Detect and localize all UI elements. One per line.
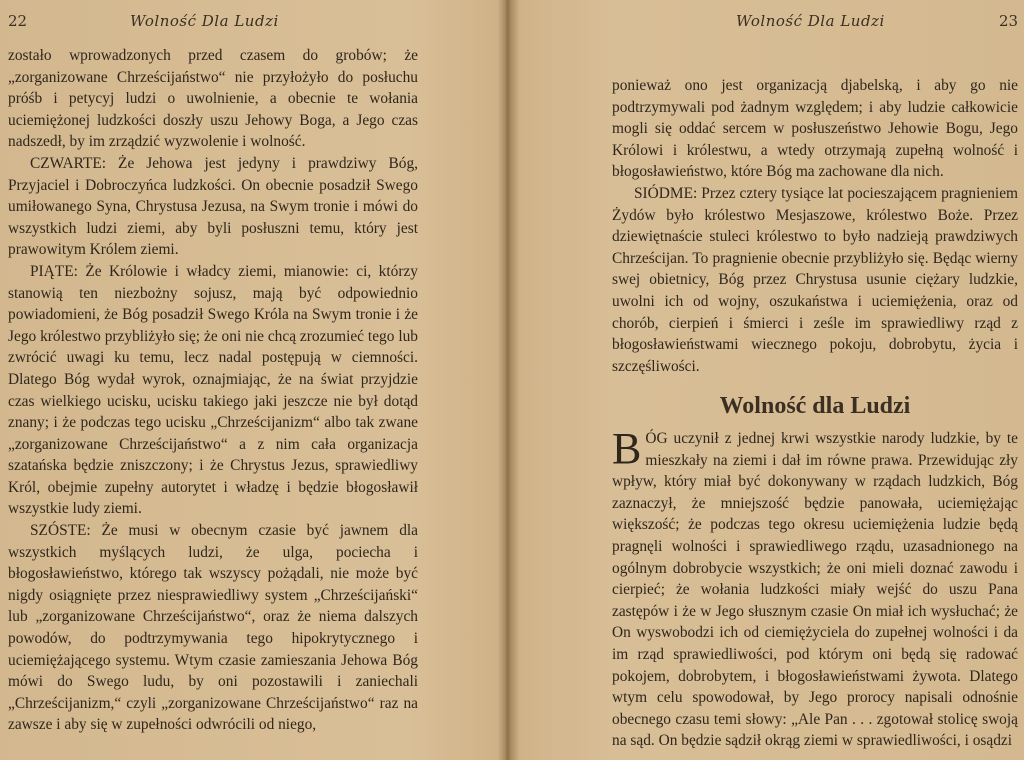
right-page-body bbox=[612, 75, 1018, 377]
paragraph: SIÓDME: Przez cztery tysiące lat pocieszającem pragnieniem Żydów było królestwo Mesjaszowe, królestwo Boże. Przez dziewiętnaście stuleci królestwo to było nadzieją prawdziwych Chrześcijan. To pragnienie obecnie przybliżyło się. Będąc wierny swej obietnicy, Bóg przez Chrystusa usunie ciężary ludzkie, uwolni ich od wojny, oszukaństwa i uciemiężenia, oraz od chorób, cierpień i śmierci i ześle im sprawiedliwy rząd z błogosławieństwami wiecznego pokoju, dobrobytu, życia i szczęśliwości. bbox=[612, 184, 1018, 375]
paragraph: ponieważ ono jest organizacją djabelską, i aby go nie podtrzymywali pod żadnym względem; i aby ludzie całkowicie mogli się oddać sercem w posłuszeństwo Jehowie Bogu, Jego Królowi i królestwu, a wtedy otrzymają zupełną wolność i błogosławieństwo, które Bóg ma zachowane dla nich. bbox=[612, 77, 1018, 181]
section-text: ÓG uczynił z jednej krwi wszystkie narody ludzkie, by te mieszkały na ziemi i dał im równe prawa. Przewidując zły wpływ, który miał być dokonywany w rządach ludzkich, Bóg zaznaczył, że mniejszość będzie panowała, uciemiężając większość; że podczas tego okresu uciemiężenia ludzie będą pragnęli wolności i sprawiedliwego rządu, uzasadnionego na ogólnym dobrobycie wszystkich; że oni mieli doznać zawodu i cierpieć; że wołania ludzkości miały wejść do uszu Pana zastępów i że w Jego słusznym czasie On miał ich wysłuchać; że On wyswobodzi ich od ciemiężyciela do zupełnej wolności i da im rząd sprawiedliwości, pod którym oni będą się radować pokojem, dobrobytem, i błogosławieństwami żywota. Dlatego wtym celu spowodował, by Jego prorocy napisali odnośnie obecnego czasu temi słowy: „Ale Pan . . . zgotował stolicę swoją na sąd. On będzie sądził okrąg ziemi w sprawiedliwości, i osądzi bbox=[612, 430, 1018, 750]
left-page-number: 22 bbox=[8, 12, 28, 30]
right-running-title: Wolność Dla Ludzi bbox=[736, 12, 885, 30]
paragraph: SZÓSTE: Że musi w obecnym czasie być jawnem dla wszystkich myślących ludzi, że ulga, pociecha i błogosławieństwo, którego tak wszyscy pożądali, nie może być nigdy osiągnięte przez niesprawiedliwy system „Chrześcijański“ lub „zorganizowane Chrześcijaństwo“, oraz że niema dalszych powodów, do podtrzymywania tego hipokrytycznego i uciemiężającego systemu. Wtym czasie zamieszania Jehowa Bóg mówi do Swego ludu, by oni pozostawili i zaniechali „Chrześcijanizm,“ czyli „zorganizowane Chrześcijaństwo“ raz na zawsze i aby się w zupełności odwrócili od niego, bbox=[8, 522, 418, 734]
section-heading: Wolność dla Ludzi bbox=[719, 393, 911, 419]
right-page-number: 23 bbox=[999, 12, 1019, 30]
right-page bbox=[512, 0, 1024, 760]
section-body bbox=[612, 424, 1018, 752]
paragraph: PIĄTE: Że Królowie i władcy ziemi, mianowie: ci, którzy stanowią ten niezbożny sojusz, mają być odpowiednio powiadomieni, że Bóg posadził Swego Króla na Swym tronie i że Jego królestwo przybliżyło się; że oni nie chcą zrozumieć tego lub zwrócić uwagi ku temu, lecz nadal postępują w ciemności. Dlatego Bóg wydał wyrok, oznajmiając, że na świat przyjdzie czas wielkiego ucisku, ucisku takiego jaki jeszcze nie był dotąd znany; i że podczas tego ucisku „Chrześcijanizm“ albo tak zwane „zorganizowane Chrześcijaństwo“ a z nim cała organizacja szatańska będzie zniszczony; i że Chrystus Jezus, sprawiedliwy Król, obejmie zupełny autorytet i władzę i będzie błogosławił wszystkie ludy ziemi. bbox=[8, 262, 418, 518]
paragraph: CZWARTE: Że Jehowa jest jedyny i prawdziwy Bóg, Przyjaciel i Dobroczyńca ludzkości. On obecnie posadził Swego umiłowanego Syna, Chrystusa Jezusa, na Swym tronie i mówi do wszystkich ludzi ziemi, aby byli posłuszni temu, który jest prawowitym Królem ziemi. bbox=[8, 154, 418, 259]
drop-cap: B bbox=[612, 424, 642, 473]
left-page-body bbox=[8, 45, 418, 736]
left-running-title: Wolność Dla Ludzi bbox=[130, 12, 279, 30]
left-page bbox=[0, 0, 505, 760]
paragraph: zostało wprowadzonych przed czasem do grobów; że „zorganizowane Chrześcijaństwo“ nie przyłożyło do posłuchu próśb i petycyj ludzi o uwolnienie, a obecnie te wołania uciemiężonej ludzkości doszły uszu Jehowy Boga, a Jego czas nadszedł, by im zrządzić wyzwolenie i wolność. bbox=[8, 47, 418, 151]
